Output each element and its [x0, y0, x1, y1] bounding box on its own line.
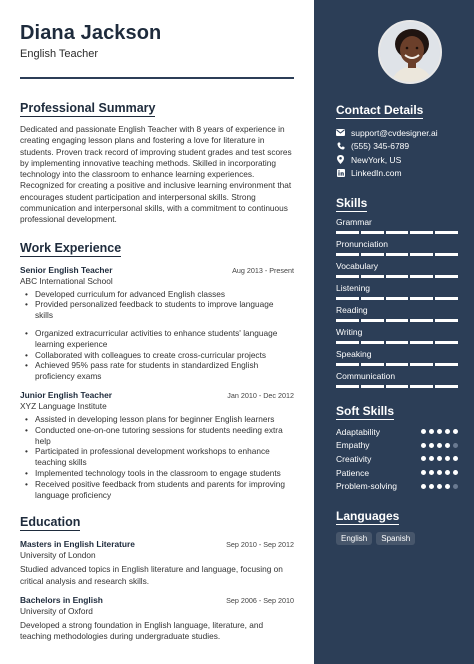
skill-label: Communication	[336, 371, 396, 381]
skill-level-bar	[336, 363, 458, 366]
rating-dot	[437, 456, 442, 461]
skills-title: Skills	[336, 196, 368, 210]
phone-icon	[336, 142, 345, 151]
skill-level-segment	[336, 275, 359, 278]
skill-level-segment	[336, 341, 359, 344]
summary-text: Dedicated and passionate English Teacher with 8 years of experience in creating engaging lesson plans and fostering a love for literature in students. Proven track record of improving student grades and test scores by implementing innovative teaching methods. Skilled in incorporating technology into the classroom to enhance learning experiences. Recognized for creating a positive and inclusive learning environment that encourages student participation and interpersonal skills. Strong communication and interpersonal skills, with a commitment to continuous professional development.	[20, 124, 292, 225]
skill-level-segment	[435, 275, 458, 278]
skill-level-bar	[336, 275, 458, 278]
skill-level-segment	[336, 363, 359, 366]
contact-email[interactable]	[336, 126, 460, 140]
skill-level-segment	[336, 385, 359, 388]
linkedin-icon	[336, 169, 345, 178]
skill-level-bar	[336, 385, 458, 388]
rating-dot	[445, 484, 450, 489]
skill-level-segment	[435, 385, 458, 388]
rating-dot	[445, 470, 450, 475]
rating-dot	[453, 484, 458, 489]
rating-dot	[453, 456, 458, 461]
skill-label: Listening	[336, 283, 371, 293]
rating-dot	[421, 456, 426, 461]
languages-title: Languages	[336, 508, 400, 523]
skill-level-segment	[336, 297, 359, 300]
skill-label: Pronunciation	[336, 239, 388, 249]
rating-dot	[429, 456, 434, 461]
rating-dot	[421, 484, 426, 489]
skill-label: Writing	[336, 327, 363, 337]
rating-dot	[429, 484, 434, 489]
degree-institution: University of London	[20, 550, 96, 561]
degree-date: Sep 2006 - Sep 2010	[226, 596, 294, 606]
contact-section	[336, 101, 460, 180]
job-organization: ABC International School	[20, 275, 113, 286]
soft-skills-section	[336, 402, 460, 493]
language-tag: Spanish	[376, 532, 415, 545]
skills-list	[336, 217, 460, 388]
language-tags	[336, 532, 460, 545]
skill-level-segment	[410, 341, 433, 344]
bullet-item: • Developed curriculum for advanced English classes	[20, 289, 292, 300]
skill-level-segment	[386, 253, 409, 256]
soft-skill-label: Empathy	[336, 440, 370, 451]
soft-skill-row	[336, 439, 458, 453]
job-entry	[20, 265, 294, 382]
bullet-item: • Collaborated with colleagues to create cross-curricular projects	[20, 350, 292, 361]
job-date: Jan 2010 - Dec 2012	[227, 391, 294, 401]
skill-level-bar	[336, 319, 458, 322]
bullet-item: • Provided personalized feedback to students to improve language skills	[20, 299, 292, 321]
bullet-item: • Assisted in developing lesson plans for beginner English learners	[20, 414, 292, 425]
contact-email-text: support@cvdesigner.ai	[351, 127, 438, 138]
rating-dot	[421, 443, 426, 448]
skill-level-segment	[386, 385, 409, 388]
skill-level-segment	[361, 231, 384, 234]
soft-skill-label: Problem-solving	[336, 481, 397, 492]
rating-dot	[421, 429, 426, 434]
soft-skill-row	[336, 425, 458, 439]
rating-dot	[437, 443, 442, 448]
languages-section	[336, 507, 460, 545]
soft-skill-rating	[421, 484, 458, 489]
skill-label: Speaking	[336, 349, 372, 359]
job-organization: XYZ Language Institute	[20, 401, 107, 412]
experience-title: Work Experience	[20, 240, 122, 255]
skill-level-segment	[361, 297, 384, 300]
job-date: Aug 2013 - Present	[232, 265, 294, 275]
soft-skill-row	[336, 466, 458, 480]
soft-skills-list	[336, 425, 460, 493]
location-pin-icon	[336, 155, 345, 164]
rating-dot	[429, 470, 434, 475]
skill-level-segment	[435, 319, 458, 322]
skill-level-bar	[336, 297, 458, 300]
skill-level-segment	[435, 253, 458, 256]
skill-level-segment	[336, 253, 359, 256]
rating-dot	[437, 484, 442, 489]
candidate-name: Diana Jackson	[20, 22, 162, 44]
job-title: Senior English Teacher	[20, 264, 113, 275]
bullet-item: • Participated in professional development workshops to enhance teaching skills	[20, 446, 292, 468]
skill-level-segment	[361, 253, 384, 256]
rating-dot	[445, 429, 450, 434]
contact-linkedin-text: LinkedIn.com	[351, 168, 402, 179]
degree-date: Sep 2010 - Sep 2012	[226, 540, 294, 550]
skill-level-segment	[410, 297, 433, 300]
bullet-item: • Achieved 95% pass rate for students in standardized English proficiency exams	[20, 360, 292, 382]
skill-level-segment	[361, 275, 384, 278]
education-entry	[20, 539, 294, 587]
skills-section	[336, 194, 460, 388]
job-entry	[20, 390, 294, 500]
soft-skill-rating	[421, 429, 458, 434]
degree-institution: University of Oxford	[20, 606, 93, 617]
rating-dot	[453, 470, 458, 475]
bullet-item: • Implemented technology tools in the classroom to engage students	[20, 468, 292, 479]
language-tag: English	[336, 532, 372, 545]
soft-skill-label: Creativity	[336, 453, 372, 464]
skill-level-segment	[386, 319, 409, 322]
skill-level-segment	[386, 275, 409, 278]
contact-location-text: NewYork, US	[351, 154, 402, 165]
skill-level-segment	[386, 297, 409, 300]
soft-skill-rating	[421, 443, 458, 448]
skill-label: Grammar	[336, 217, 372, 227]
job-title: Junior English Teacher	[20, 390, 112, 401]
contact-phone-text: (555) 345-6789	[351, 141, 410, 152]
skill-label: Vocabulary	[336, 261, 379, 271]
header-divider	[20, 77, 294, 79]
skill-level-segment	[361, 319, 384, 322]
skill-level-segment	[435, 297, 458, 300]
education-entry	[20, 595, 294, 643]
experience-section	[20, 239, 294, 501]
skill-level-segment	[410, 363, 433, 366]
job-bullets	[20, 414, 292, 500]
contact-linkedin[interactable]	[336, 167, 460, 181]
skill-label: Reading	[336, 305, 368, 315]
summary-section	[20, 99, 294, 226]
skill-level-bar	[336, 341, 458, 344]
bullet-item: • Conducted one-on-one tutoring sessions for students needing extra help	[20, 425, 292, 447]
skill-level-segment	[410, 385, 433, 388]
rating-dot	[445, 443, 450, 448]
skill-level-segment	[361, 385, 384, 388]
profile-photo-illustration	[380, 22, 442, 84]
rating-dot	[437, 429, 442, 434]
soft-skill-label: Adaptability	[336, 426, 380, 437]
soft-skill-rating	[421, 456, 458, 461]
soft-skill-row	[336, 479, 458, 493]
skill-level-segment	[386, 341, 409, 344]
degree-description: Studied advanced topics in English literature and language, focusing on critical analysis and research skills.	[20, 564, 283, 586]
bullet-item: • Received positive feedback from students and parents for improving language proficiency	[20, 479, 292, 501]
skill-level-segment	[386, 231, 409, 234]
rating-dot	[453, 443, 458, 448]
rating-dot	[437, 470, 442, 475]
skill-level-segment	[336, 231, 359, 234]
profile-photo	[378, 20, 442, 84]
skill-level-segment	[336, 319, 359, 322]
envelope-icon	[336, 128, 345, 137]
degree-title: Bachelors in English	[20, 595, 103, 606]
soft-skill-rating	[421, 470, 458, 475]
skill-level-segment	[361, 363, 384, 366]
skill-level-segment	[410, 275, 433, 278]
rating-dot	[453, 429, 458, 434]
skill-level-bar	[336, 253, 458, 256]
skill-level-bar	[336, 231, 458, 234]
skill-level-segment	[410, 319, 433, 322]
skill-level-segment	[361, 341, 384, 344]
job-bullets	[20, 289, 292, 382]
contact-title: Contact Details	[336, 103, 424, 117]
contact-location	[336, 153, 460, 167]
degree-title: Masters in English Literature	[20, 539, 135, 550]
rating-dot	[429, 443, 434, 448]
contact-phone[interactable]	[336, 140, 460, 154]
education-title: Education	[20, 515, 81, 530]
rating-dot	[445, 456, 450, 461]
education-section	[20, 513, 294, 642]
rating-dot	[421, 470, 426, 475]
bullet-item: • Organized extracurricular activities to enhance students' language learning experience	[20, 328, 292, 350]
sidebar	[314, 0, 474, 664]
skill-level-segment	[386, 363, 409, 366]
skill-level-segment	[435, 363, 458, 366]
degree-description: Developed a strong foundation in English language, literature, and teaching methodologies during undergraduate studies.	[20, 620, 264, 642]
skill-level-segment	[435, 231, 458, 234]
summary-title: Professional Summary	[20, 101, 156, 115]
skill-level-segment	[410, 253, 433, 256]
skill-level-segment	[410, 231, 433, 234]
soft-skills-title: Soft Skills	[336, 404, 395, 418]
rating-dot	[429, 429, 434, 434]
soft-skill-row	[336, 452, 458, 466]
candidate-role: English Teacher	[20, 48, 99, 60]
soft-skill-label: Patience	[336, 467, 370, 478]
skill-level-segment	[435, 341, 458, 344]
